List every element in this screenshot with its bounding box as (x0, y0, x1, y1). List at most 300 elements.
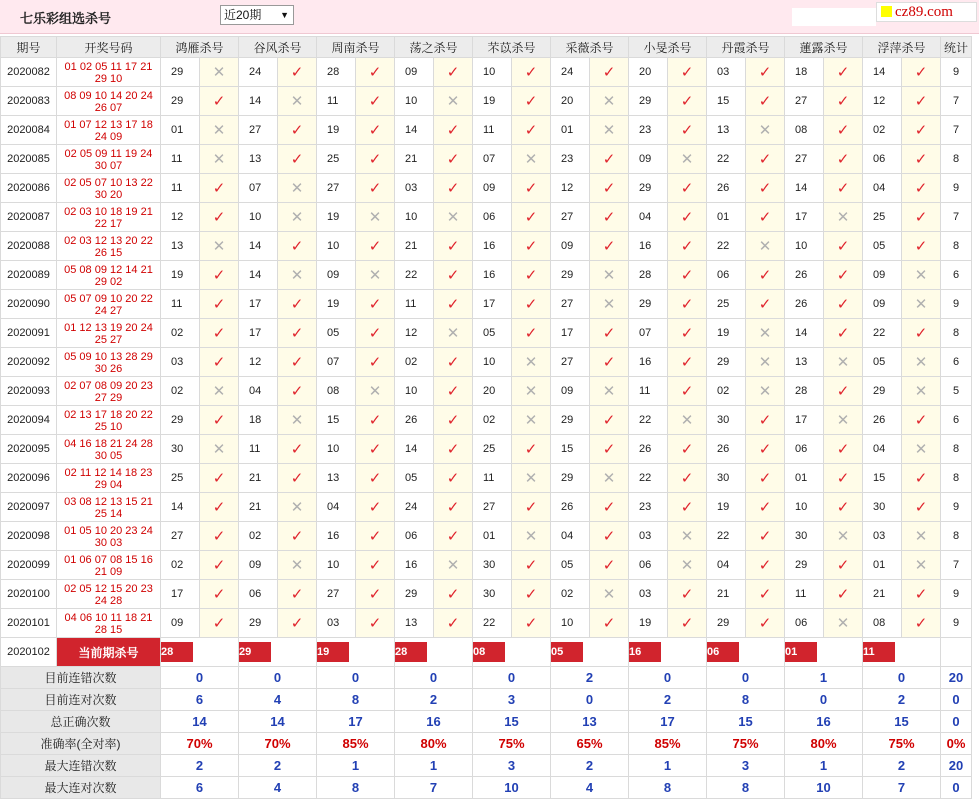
kill-number-cell: 12 (161, 203, 200, 232)
cross-icon: ✕ (602, 295, 616, 313)
kill-number-cell: 26 (707, 435, 746, 464)
count-cell: 5 (941, 377, 972, 406)
cross-icon: ✕ (758, 382, 772, 400)
cross-icon: ✕ (290, 556, 304, 574)
count-cell: 8 (941, 464, 972, 493)
cross-icon: ✕ (836, 208, 850, 226)
result-mark-cell (746, 290, 785, 319)
kill-number-cell: 26 (785, 261, 824, 290)
cross-icon: ✕ (836, 527, 850, 545)
kill-number-cell: 15 (551, 435, 590, 464)
kill-number-cell: 02 (161, 551, 200, 580)
kill-number-cell: 13 (239, 145, 278, 174)
result-mark-cell (356, 116, 395, 145)
current-kill-number: 01 (785, 642, 817, 662)
kill-number-cell: 30 (161, 435, 200, 464)
kill-number-cell: 08 (317, 377, 356, 406)
result-mark-cell (278, 464, 317, 493)
current-kill-number: 06 (707, 642, 739, 662)
issue-cell: 2020087 (1, 203, 57, 232)
stat-value: 75% (707, 733, 785, 755)
check-icon: ✓ (368, 411, 382, 429)
kill-number-cell: 26 (863, 406, 902, 435)
check-icon: ✓ (836, 237, 850, 255)
result-mark-cell (434, 522, 473, 551)
check-icon: ✓ (914, 92, 928, 110)
result-mark-cell (746, 609, 785, 638)
kill-number-cell: 03 (629, 522, 668, 551)
cross-icon: ✕ (836, 353, 850, 371)
current-kill-cell (239, 638, 317, 667)
issue-cell: 2020083 (1, 87, 57, 116)
check-icon: ✓ (914, 469, 928, 487)
kill-number-cell: 30 (707, 464, 746, 493)
kill-number-cell: 27 (161, 522, 200, 551)
kill-number-cell: 04 (629, 203, 668, 232)
result-mark-cell (434, 377, 473, 406)
check-icon: ✓ (758, 527, 772, 545)
stat-value: 1 (785, 755, 863, 777)
result-mark-cell (668, 580, 707, 609)
result-mark-cell (668, 290, 707, 319)
stat-value: 0 (317, 667, 395, 689)
kill-number-cell: 10 (317, 232, 356, 261)
kill-number-cell: 29 (785, 551, 824, 580)
kill-number-cell: 13 (395, 609, 434, 638)
draw-numbers-cell: 05 09 10 13 28 29 30 26 (57, 348, 161, 377)
check-icon: ✓ (212, 353, 226, 371)
draw-numbers-cell: 02 05 12 15 20 23 24 28 (57, 580, 161, 609)
kill-number-cell: 30 (707, 406, 746, 435)
check-icon: ✓ (446, 440, 460, 458)
kill-number-cell: 14 (239, 261, 278, 290)
result-mark-cell (590, 58, 629, 87)
kill-number-cell: 09 (551, 232, 590, 261)
check-icon: ✓ (914, 179, 928, 197)
stat-total: 0 (941, 711, 972, 733)
kill-number-cell: 26 (629, 435, 668, 464)
check-icon: ✓ (212, 92, 226, 110)
check-icon: ✓ (914, 585, 928, 603)
kill-number-cell: 17 (473, 290, 512, 319)
kill-number-cell: 02 (239, 522, 278, 551)
kill-number-cell: 03 (161, 348, 200, 377)
kill-number-cell: 20 (473, 377, 512, 406)
kill-number-cell: 11 (785, 580, 824, 609)
kill-number-cell: 09 (863, 261, 902, 290)
result-mark-cell (512, 348, 551, 377)
kill-number-cell: 10 (551, 609, 590, 638)
cross-icon: ✕ (680, 527, 694, 545)
kill-number-cell: 24 (239, 58, 278, 87)
result-mark-cell (512, 290, 551, 319)
period-select[interactable] (220, 5, 294, 25)
draw-numbers-cell: 02 05 09 11 19 24 30 07 (57, 145, 161, 174)
result-mark-cell (668, 319, 707, 348)
kill-number-cell: 26 (785, 290, 824, 319)
kill-number-cell: 13 (707, 116, 746, 145)
kill-number-cell: 21 (395, 145, 434, 174)
top-bar (0, 0, 979, 34)
check-icon: ✓ (836, 469, 850, 487)
kill-number-cell: 19 (473, 87, 512, 116)
kill-number-cell: 05 (551, 551, 590, 580)
result-mark-cell (512, 58, 551, 87)
count-cell: 7 (941, 87, 972, 116)
check-icon: ✓ (524, 614, 538, 632)
cross-icon: ✕ (758, 353, 772, 371)
check-icon: ✓ (680, 585, 694, 603)
kill-number-cell: 11 (473, 116, 512, 145)
kill-number-cell: 29 (161, 406, 200, 435)
cross-icon: ✕ (290, 411, 304, 429)
stat-value: 6 (161, 689, 239, 711)
result-mark-cell (824, 145, 863, 174)
kill-number-cell: 17 (161, 580, 200, 609)
result-mark-cell (824, 377, 863, 406)
cross-icon: ✕ (368, 382, 382, 400)
stat-total: 0 (941, 777, 972, 799)
stat-value: 4 (239, 689, 317, 711)
result-mark-cell (590, 580, 629, 609)
result-mark-cell (590, 551, 629, 580)
check-icon: ✓ (680, 440, 694, 458)
cross-icon: ✕ (914, 556, 928, 574)
check-icon: ✓ (368, 614, 382, 632)
count-cell: 9 (941, 58, 972, 87)
check-icon: ✓ (524, 121, 538, 139)
current-kill-number: 08 (473, 642, 505, 662)
check-icon: ✓ (368, 353, 382, 371)
result-mark-cell (512, 377, 551, 406)
result-mark-cell (668, 406, 707, 435)
kill-number-cell: 07 (473, 145, 512, 174)
kill-number-cell: 27 (785, 145, 824, 174)
result-mark-cell (278, 522, 317, 551)
kill-number-cell: 27 (551, 203, 590, 232)
draw-numbers-cell: 03 08 12 13 15 21 25 14 (57, 493, 161, 522)
check-icon: ✓ (914, 324, 928, 342)
result-mark-cell (590, 232, 629, 261)
result-mark-cell (434, 551, 473, 580)
current-kill-cell (551, 638, 629, 667)
check-icon: ✓ (524, 63, 538, 81)
kill-number-cell: 04 (239, 377, 278, 406)
result-mark-cell (278, 377, 317, 406)
kill-number-cell: 23 (629, 116, 668, 145)
cross-icon: ✕ (368, 266, 382, 284)
issue-cell: 2020096 (1, 464, 57, 493)
check-icon: ✓ (680, 92, 694, 110)
result-mark-cell (824, 116, 863, 145)
kill-number-cell: 10 (395, 87, 434, 116)
kill-number-cell: 06 (239, 580, 278, 609)
check-icon: ✓ (602, 179, 616, 197)
cross-icon: ✕ (680, 150, 694, 168)
check-icon: ✓ (446, 353, 460, 371)
kill-number-cell: 10 (785, 232, 824, 261)
result-mark-cell (200, 116, 239, 145)
check-icon: ✓ (446, 498, 460, 516)
result-mark-cell (356, 58, 395, 87)
kill-number-cell: 06 (473, 203, 512, 232)
site-logo[interactable] (876, 2, 977, 22)
cross-icon: ✕ (524, 382, 538, 400)
check-icon: ✓ (758, 63, 772, 81)
kill-number-cell: 22 (629, 464, 668, 493)
kill-number-cell: 29 (239, 609, 278, 638)
chevron-down-icon: ▼ (280, 10, 289, 20)
kill-number-cell: 11 (161, 174, 200, 203)
check-icon: ✓ (212, 324, 226, 342)
cross-icon: ✕ (836, 614, 850, 632)
kill-number-cell: 29 (551, 464, 590, 493)
stat-total: 0% (941, 733, 972, 755)
col-header-expert: 荡之杀号 (395, 37, 473, 58)
kill-number-cell: 19 (707, 319, 746, 348)
cross-icon: ✕ (446, 92, 460, 110)
check-icon: ✓ (290, 440, 304, 458)
stat-value: 10 (785, 777, 863, 799)
kill-number-cell: 04 (317, 493, 356, 522)
check-icon: ✓ (914, 208, 928, 226)
result-mark-cell (902, 319, 941, 348)
kill-number-cell: 05 (863, 348, 902, 377)
result-mark-cell (434, 174, 473, 203)
kill-number-cell: 25 (707, 290, 746, 319)
check-icon: ✓ (758, 295, 772, 313)
check-icon: ✓ (836, 556, 850, 574)
check-icon: ✓ (368, 498, 382, 516)
result-mark-cell (746, 493, 785, 522)
count-cell: 9 (941, 493, 972, 522)
cross-icon: ✕ (602, 585, 616, 603)
result-mark-cell (902, 522, 941, 551)
kill-number-cell: 16 (629, 232, 668, 261)
result-mark-cell (434, 493, 473, 522)
check-icon: ✓ (602, 498, 616, 516)
count-cell: 9 (941, 290, 972, 319)
kill-number-cell: 21 (863, 580, 902, 609)
stat-value: 0 (473, 667, 551, 689)
result-mark-cell (434, 87, 473, 116)
result-mark-cell (824, 348, 863, 377)
result-mark-cell (278, 609, 317, 638)
result-mark-cell (902, 493, 941, 522)
stat-value: 2 (161, 755, 239, 777)
result-mark-cell (668, 87, 707, 116)
stat-value: 2 (629, 689, 707, 711)
result-mark-cell (902, 203, 941, 232)
check-icon: ✓ (680, 295, 694, 313)
kill-number-cell: 23 (629, 493, 668, 522)
current-kill-cell (785, 638, 863, 667)
kill-number-cell: 08 (863, 609, 902, 638)
search-input[interactable] (792, 8, 876, 26)
kill-number-cell: 01 (785, 464, 824, 493)
kill-number-cell: 29 (707, 348, 746, 377)
count-cell: 7 (941, 116, 972, 145)
kill-number-cell: 10 (239, 203, 278, 232)
result-mark-cell (824, 87, 863, 116)
kill-number-cell: 19 (161, 261, 200, 290)
cross-icon: ✕ (212, 440, 226, 458)
result-mark-cell (590, 290, 629, 319)
kill-number-cell: 29 (629, 87, 668, 116)
check-icon: ✓ (290, 150, 304, 168)
kill-number-cell: 12 (863, 87, 902, 116)
check-icon: ✓ (290, 585, 304, 603)
kill-number-cell: 07 (239, 174, 278, 203)
result-mark-cell (902, 261, 941, 290)
col-header-expert: 浮萍杀号 (863, 37, 941, 58)
result-mark-cell (512, 464, 551, 493)
check-icon: ✓ (524, 440, 538, 458)
check-icon: ✓ (368, 527, 382, 545)
check-icon: ✓ (212, 469, 226, 487)
kill-number-cell: 25 (473, 435, 512, 464)
check-icon: ✓ (446, 179, 460, 197)
stat-value: 85% (629, 733, 707, 755)
cross-icon: ✕ (914, 527, 928, 545)
result-mark-cell (668, 522, 707, 551)
kill-number-cell: 05 (863, 232, 902, 261)
kill-number-cell: 02 (551, 580, 590, 609)
kill-number-cell: 30 (785, 522, 824, 551)
check-icon: ✓ (680, 266, 694, 284)
kill-number-cell: 27 (551, 290, 590, 319)
check-icon: ✓ (758, 92, 772, 110)
kill-number-cell: 12 (239, 348, 278, 377)
period-select-value: 近20期 (224, 8, 262, 22)
stat-value: 1 (395, 755, 473, 777)
result-mark-cell (512, 551, 551, 580)
result-mark-cell (434, 406, 473, 435)
result-mark-cell (434, 348, 473, 377)
page-title: 七乐彩组选杀号 (20, 11, 112, 26)
kill-number-cell: 06 (629, 551, 668, 580)
kill-number-cell: 27 (317, 580, 356, 609)
cross-icon: ✕ (524, 527, 538, 545)
current-kill-cell (317, 638, 395, 667)
check-icon: ✓ (368, 121, 382, 139)
draw-numbers-cell: 02 07 08 09 20 23 27 29 (57, 377, 161, 406)
kill-number-cell: 22 (395, 261, 434, 290)
result-mark-cell (278, 145, 317, 174)
check-icon: ✓ (446, 469, 460, 487)
issue-cell: 2020093 (1, 377, 57, 406)
kill-number-cell: 17 (239, 319, 278, 348)
result-mark-cell (824, 232, 863, 261)
result-mark-cell (356, 377, 395, 406)
kill-number-cell: 19 (317, 203, 356, 232)
result-mark-cell (434, 435, 473, 464)
kill-number-cell: 16 (317, 522, 356, 551)
check-icon: ✓ (758, 469, 772, 487)
result-mark-cell (512, 261, 551, 290)
result-mark-cell (746, 551, 785, 580)
result-mark-cell (434, 319, 473, 348)
result-mark-cell (200, 522, 239, 551)
stat-value: 0 (629, 667, 707, 689)
draw-numbers-cell: 05 08 09 12 14 21 29 02 (57, 261, 161, 290)
table-row (1, 609, 972, 638)
result-mark-cell (200, 464, 239, 493)
kill-number-cell: 10 (395, 377, 434, 406)
result-mark-cell (200, 319, 239, 348)
kill-number-cell: 02 (161, 319, 200, 348)
stat-value: 7 (395, 777, 473, 799)
kill-number-cell: 09 (629, 145, 668, 174)
draw-numbers-cell: 01 07 12 13 17 18 24 09 (57, 116, 161, 145)
check-icon: ✓ (758, 585, 772, 603)
result-mark-cell (278, 493, 317, 522)
count-cell: 6 (941, 348, 972, 377)
cross-icon: ✕ (524, 411, 538, 429)
issue-cell: 2020084 (1, 116, 57, 145)
issue-cell: 2020099 (1, 551, 57, 580)
kill-number-cell: 11 (239, 435, 278, 464)
current-kill-cell (395, 638, 473, 667)
check-icon: ✓ (758, 208, 772, 226)
table-row (1, 290, 972, 319)
result-mark-cell (512, 609, 551, 638)
count-cell: 8 (941, 522, 972, 551)
kill-number-cell: 07 (629, 319, 668, 348)
draw-numbers-cell: 04 06 10 11 18 21 28 15 (57, 609, 161, 638)
check-icon: ✓ (758, 614, 772, 632)
table-row (1, 203, 972, 232)
stat-value: 14 (239, 711, 317, 733)
check-icon: ✓ (758, 498, 772, 516)
kill-number-cell: 14 (785, 319, 824, 348)
kill-number-cell: 02 (863, 116, 902, 145)
result-mark-cell (434, 580, 473, 609)
stat-value: 70% (161, 733, 239, 755)
kill-number-cell: 15 (317, 406, 356, 435)
check-icon: ✓ (602, 324, 616, 342)
check-icon: ✓ (524, 92, 538, 110)
cross-icon: ✕ (524, 150, 538, 168)
result-mark-cell (902, 290, 941, 319)
kill-number-cell: 26 (707, 174, 746, 203)
result-mark-cell (824, 290, 863, 319)
check-icon: ✓ (836, 498, 850, 516)
cross-icon: ✕ (446, 556, 460, 574)
check-icon: ✓ (446, 585, 460, 603)
check-icon: ✓ (368, 440, 382, 458)
kill-number-cell: 10 (473, 58, 512, 87)
result-mark-cell (902, 580, 941, 609)
check-icon: ✓ (290, 469, 304, 487)
count-cell: 9 (941, 580, 972, 609)
result-mark-cell (746, 580, 785, 609)
check-icon: ✓ (602, 237, 616, 255)
kill-number-cell: 17 (785, 203, 824, 232)
kill-number-cell: 03 (395, 174, 434, 203)
kill-number-cell: 13 (317, 464, 356, 493)
stat-row (1, 777, 972, 799)
kill-number-cell: 14 (161, 493, 200, 522)
stat-value: 4 (239, 777, 317, 799)
result-mark-cell (590, 203, 629, 232)
result-mark-cell (668, 116, 707, 145)
kill-number-cell: 30 (473, 551, 512, 580)
result-mark-cell (356, 203, 395, 232)
result-mark-cell (512, 406, 551, 435)
result-mark-cell (278, 406, 317, 435)
check-icon: ✓ (290, 121, 304, 139)
